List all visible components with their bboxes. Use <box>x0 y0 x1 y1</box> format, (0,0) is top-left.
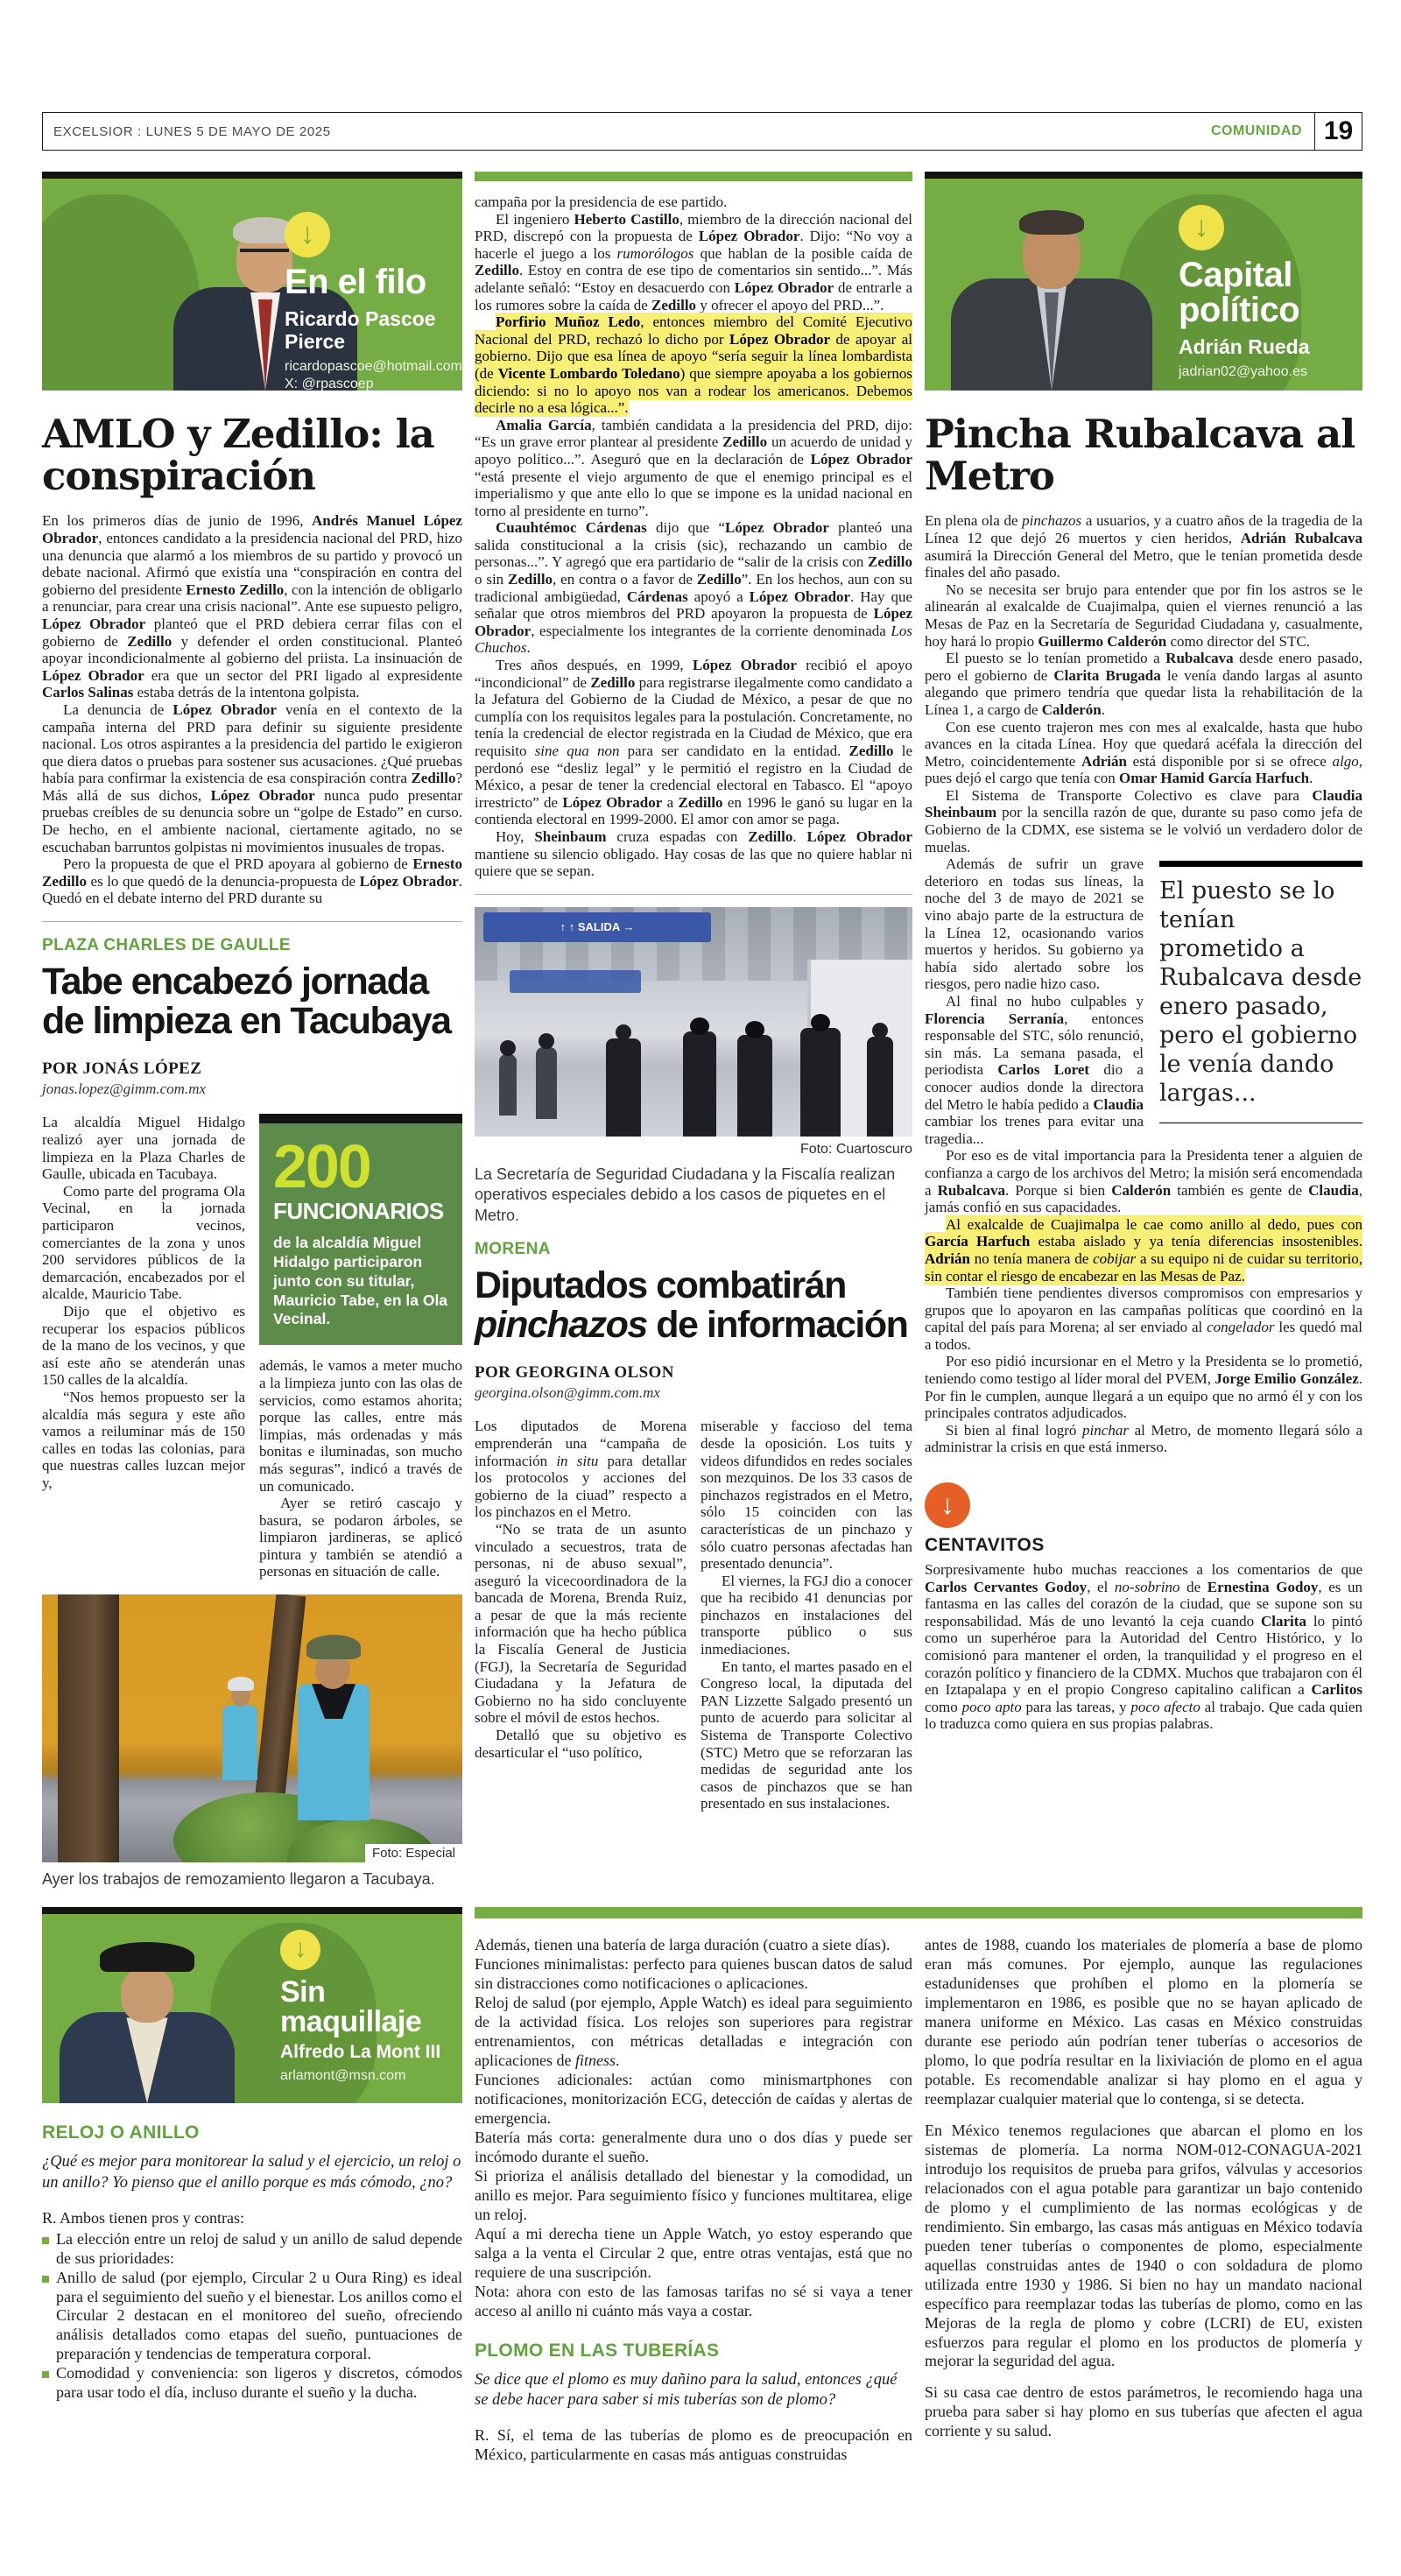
paragraph: En plena ola de pinchazos a usuarios, y a cuatro años de la tragedia de la Línea 12 que dejó 26 muertos y cien heridos, Adrián Rubalcava asumirá la Dirección General del Metro, que le tenían prometida desde finales del año pasado. <box>925 512 1362 581</box>
metro-sign-text: SALIDA <box>577 919 620 933</box>
section-header-plomo: PLOMO EN LAS TUBERÍAS <box>475 2340 720 2361</box>
paragraph: Batería más corta: generalmente dura uno o dos días y puede ser incómodo durante el sueño. <box>475 2128 912 2165</box>
columnist-name: Alfredo La Mont III <box>280 2042 441 2063</box>
top-bar <box>925 172 1362 179</box>
paragraph: miserable y faccioso del tema desde la oposición. Los tuits y videos difundidos en redes sociales son mezquinos. De los 33 casos de pinchazos registrados en el Metro, sólo 15 coinciden con las características de un pinchazo y sólo cuatro personas afectadas han presentado denuncia”. <box>700 1418 912 1573</box>
infobox-number: 200 <box>273 1132 370 1201</box>
bullet-item: Anillo de salud (por ejemplo, Circular 2 u Oura Ring) es ideal para el seguimiento del sueño y el bienestar. Los anillos como el Circular 2 destacan en el monitoreo del sueño, ofreciendo análisis detallados como etapas del sueño, puntuaciones de preparación y tendencias de temperatura corporal. <box>56 2268 462 2363</box>
paragraph: Pero la propuesta de que el PRD apoyara al gobierno de Ernesto Zedillo es lo que quedó de la denuncia-propuesta de López Obrador. Quedó en el debate interno del PRD durante su <box>42 855 462 907</box>
columnist-photo-area <box>42 1914 462 2103</box>
tabe-subcol-2 <box>259 1114 462 1580</box>
infobox-top-bar <box>259 1114 462 1123</box>
paragraph: campaña por la presidencia de ese partido. <box>475 194 728 210</box>
paragraph: La alcaldía Miguel Hidalgo realizó ayer una jornada de limpieza en la Plaza Charles de Gaulle, ubicada en Tacubaya. <box>42 1114 245 1183</box>
section-header-reloj: RELOJ O ANILLO <box>42 2122 200 2143</box>
columnist-photo-lamont <box>60 1937 235 2103</box>
headline-pincha: Pincha Rubalcava al Metro <box>925 411 1355 499</box>
section-label: COMUNIDAD <box>1210 123 1302 138</box>
paragraph: “Nos hemos propuesto ser la alcaldía más segura y este año vamos a reiluminar más de 150 calles en todas las colonias, para que nuestras calles luzcan mejor y, <box>42 1388 245 1491</box>
paragraph: Como parte del programa Ola Vecinal, en la jornada participaron vecinos, comerciantes de la zona y unos 200 servidores públicos de la demarcación, encabezados por el alcalde, Mauricio Tabe. <box>42 1182 245 1303</box>
paragraph: Además, tienen una batería de larga duración (cuatro a siete días). <box>475 1936 891 1954</box>
columnist-name: Adrián Rueda <box>1179 335 1310 358</box>
metro-caption: La Secretaría de Seguridad Ciudadana y la Fiscalía realizan operativos especiales debido a los casos de piquetes en el Metro. <box>475 1165 896 1224</box>
bottom-column-right <box>925 1936 1362 2466</box>
paragraph: El Sistema de Transporte Colectivo es clave para Claudia Sheinbaum por la sencilla razón de que, durante su paso como jefa de Gobierno de la CDMX, ese sistema se le volvió un verdadero dolor de muelas. <box>925 786 1362 855</box>
paragraph: Si bien al final logró pinchar al Metro, de momento llegará sólo a administrar la crisis en que está inmerso. <box>925 1421 1362 1456</box>
kicker-morena: MORENA <box>475 1239 551 1258</box>
metro-photo-credit: Foto: Cuartoscuro <box>799 1141 912 1157</box>
photo-shape <box>121 1967 173 2023</box>
infobox-text: de la alcaldía Miguel Hidalgo participaron junto con su titular, Mauricio Tabe, en la Ola Vecinal. <box>273 1233 448 1328</box>
paragraph: Sorpresivamente hubo muchas reacciones a los comentarios de que Carlos Cervantes Godoy, el no-sobrino de Ernestina Godoy, es un fantasma en las calles del corazón de la ciudad, que se supone son su responsabilidad. Más de uno levantó la ceja cuando Clarita lo pintó como un superhéroe para la Autoridad del Centro Histórico, y lo comisionó para mantener el orden, la tranquilidad y el progreso en el corazón político y financiero de la CDMX. Muchos que trabajaron con él en Iztapalapa y en el propio Congreso capitalino califican a Carlitos como poco apto para las tareas, y poco afecto al trabajo. Que cada quien lo traduzca como quiera en sus propias palabras. <box>925 1561 1363 1733</box>
columnist-email: arlamont@msn.com <box>280 2067 406 2083</box>
tacubaya-caption: Ayer los trabajos de remozamiento llegaron a Tacubaya. <box>42 1870 435 1889</box>
divider <box>42 921 462 922</box>
centavitos-title: CENTAVITOS <box>925 1535 1045 1556</box>
passenger-figure <box>606 1038 641 1137</box>
watch-ring-continuation <box>475 1936 912 2320</box>
paragraph: Aquí a mi derecha tiene un Apple Watch, yo estoy esperando que salga a la venta el Circular 2 que, entre otras ventajas, está que no requiere de una suscripción. <box>475 2224 912 2281</box>
columnist-name: Ricardo Pascoe Pierce <box>285 307 436 353</box>
police-figure <box>683 1031 716 1137</box>
diputados-subcol-2 <box>700 1418 912 1812</box>
pull-quote <box>1159 861 1362 1123</box>
police-figure <box>737 1035 772 1137</box>
masthead-dateline: EXCELSIOR : LUNES 5 DE MAYO DE 2025 <box>53 123 331 139</box>
reader-question: ¿Qué es mejor para monitorear la salud y el ejercicio, un reloj o un anillo? Yo pienso que el anillo porque es más cómodo, ¿no? <box>42 2153 461 2192</box>
columnist-photo-rueda <box>951 207 1152 391</box>
photo-shape <box>222 1705 257 1780</box>
column-title-line2: político <box>1179 291 1300 329</box>
paragraph: Porfirio Muñoz Ledo, entonces miembro del Comité Ejecutivo Nacional del PRD, rechazó lo dicho por López Obrador de apoyar al gobierno. Dijo que esa línea de apoyo “sería seguir la línea lombardista (de Vicente Lombardo Toledano) que siempre apoyaba a los gobiernos diciendo: si no lo apoyo nos van a rodear los americanos. Debemos decirle no a esa lógica...”. <box>475 313 913 417</box>
tabe-subcol-2-text <box>259 1357 462 1580</box>
pincha-article-body <box>925 512 1362 1456</box>
hat-shape <box>100 1942 194 1972</box>
columnist-box-en-el-filo <box>42 172 462 391</box>
passenger-figure <box>499 1054 517 1116</box>
bottom-column-middle <box>475 1936 912 2466</box>
columnist-email: jadrian02@yahoo.es <box>1179 363 1308 379</box>
tree-trunk-shape <box>58 1594 119 1862</box>
paragraph: Tres años después, en 1999, López Obrador recibió el apoyo “incondicional” de Zedillo para registrarse ilegalmente como candidato a la Jefatura del Gobierno de la Ciudad de México, a pesar de que no cumplía con los requisitos legales para la postulación. Concretamente, no tenía la credencial de elector registrada en la Ciudad de México, que era requisito sine qua non para ser candidato en la entidad. Zedillo le perdonó ese “desliz legal” y le permitió el registro en la Ciudad de México, a pesar de tener la credencial electoral en Tabasco. El “apoyo irrestricto” de López Obrador a Zedillo en 1996 le ganó su lugar en la contienda electoral en 1999-2000. El amor con amor se paga. <box>475 657 913 828</box>
column-title-line1: Capital <box>1179 256 1292 294</box>
down-arrow-icon: ↓ <box>280 1930 320 1970</box>
plomo-answer-continuation <box>925 1936 1362 2441</box>
paragraph: antes de 1988, cuando los materiales de plomería a base de plomo eran más comunes. Por ejemplo, aunque las regulaciones estadunidenses que prohíben el plomo en la plomería se implementaron en 1986, es posible que no se hayan aplicado de manera uniforme en México. Las casas en México construidas durante ese periodo aún podrían tener tuberías o accesorios de plomo, lo que podría resultar en la lixiviación de plomo en el agua potable. Es recomendable analizar si hay plomo en el agua y reemplazar cualquier material que lo contenga, si se detecta. <box>925 1936 1362 2108</box>
metro-sign-secondary <box>510 970 641 993</box>
tacubaya-photo <box>42 1594 462 1862</box>
photo-shape <box>1019 210 1084 235</box>
reader-question-plomo: Se dice que el plomo es muy dañino para la salud, entonces ¿qué se debe hacer para saber si mis tuberías son de plomo? <box>475 2370 898 2409</box>
column-right <box>925 172 1362 1890</box>
columnist-box-sin-maquillaje <box>42 1907 462 2103</box>
paragraph: Nota: ahora con esto de las famosas tarifas no sé si vaya a tener acceso al anillo ni cuánto más vaya a costar. <box>475 2282 912 2319</box>
columnist-photo-area <box>925 179 1362 391</box>
answer-intro: R. Ambos tienen pros y contras: <box>42 2208 244 2227</box>
answer-intro-wrap <box>42 2209 462 2228</box>
paragraph: El puesto se lo tenían prometido a Rubalcava desde enero pasado, pero el gobierno de Clarita Brugada le venía dando largas al asunto alegando que primero tendría que quedar lista la rehabilitación de la Línea 1, a cargo de Calderón. <box>925 650 1362 718</box>
column-left <box>42 172 462 1890</box>
paragraph: Al final no hubo culpables y Florencia Serranía, entonces responsable del STC, sólo renunció, sin más. La semana pasada, el periodista Carlos Loret dio a conocer audios donde la directora del Metro le había pedido a Claudia cambiar los trenes para evitar una tragedia... <box>925 993 1144 1147</box>
centavitos-section <box>925 1482 1362 1733</box>
column-title: En el filo <box>285 263 426 301</box>
paragraph: Funciones minimalistas: perfecto para quienes buscan datos de salud sin distracciones como notificaciones o aplicaciones. <box>475 1955 912 1993</box>
bullet-item: Comodidad y conveniencia: son ligeros y discretos, cómodos para usar todo el día, incluso durante el sueño y la ducha. <box>56 2364 462 2402</box>
photo-shape <box>306 1635 361 1659</box>
passenger-figure <box>867 1037 893 1137</box>
diputados-subcol-1 <box>475 1418 686 1812</box>
photo-shape <box>228 1677 254 1691</box>
paragraph: En México tenemos regulaciones que abarcan el plomo en los sistemas de plomería. La norma NOM-012-CONAGUA-2021 introdujo los requisitos de prueba para grifos, válvulas y accesorios relacionados con el agua potable para garantizar un bajo contenido de plomo y el cumplimiento de las normas ecológicas y de rendimiento. Sin embargo, las casas más antiguas en México todavía pueden tener tuberías o componentes de plomo, especialmente aquellas construidas antes de 1940 o con soldadura de plomo utilizada entre 1930 y 1986. Si bien no hay un mandato nacional específico para reemplazar todas las tuberías de plomo, como en las Mejoras de la regla de plomo y cobre (LCRI) de EU, existen esfuerzos para regular el plomo en los productos de plomería y mejorar la seguridad del agua. <box>925 2122 1362 2370</box>
pincha-paragraphs-top <box>925 512 1362 855</box>
column-title-line1: Sin <box>280 1975 326 2009</box>
worker-figure <box>285 1628 382 1820</box>
paragraph: Dijo que el objetivo es recuperar los espacios públicos de la mano de los vecinos, y que así este año se atenderán unas 150 calles de la alcaldía. <box>42 1303 245 1389</box>
down-arrow-icon-orange: ↓ <box>925 1482 970 1528</box>
paragraph: En tanto, el martes pasado en el Congreso local, la diputada del PAN Lizzette Salgado presentó un punto de acuerdo para solicitar al Sistema de Transporte Colectivo (STC) Metro que se reforzaran las medidas de seguridad ante los casos de pinchazos que se han presentado en sus instalaciones. <box>700 1658 912 1812</box>
paragraph: Además de sufrir un grave deterioro en todas sus líneas, la noche del 3 de mayo de 2021 se vino abajo parte de la estructura de la Línea 12, ocasionando varios muertos y heridos. Su gobierno ya había sido alertado sobre los riesgos, pero nadie hizo caso. <box>925 855 1144 993</box>
photo-credit-overlay: Foto: Especial <box>365 1844 462 1862</box>
paragraph: Ayer se retiró cascajo y basura, se podaron árboles, se limpiaron jardineras, se aplicó pintura y también se atendió a personas en situación de calle. <box>259 1495 462 1580</box>
top-bar <box>42 1907 462 1914</box>
metro-sign: ↑ ↑ SALIDA → <box>483 912 711 942</box>
centavitos-paragraph <box>925 1561 1362 1733</box>
column-middle <box>475 172 912 1890</box>
bullet-item: La elección entre un reloj de salud y un anillo de salud depende de sus prioridades: <box>56 2229 462 2267</box>
column-title-line2: maquillaje <box>280 2005 422 2039</box>
paragraph: También tiene pendientes diversos compromisos con empresarios y grupos que lo apoyaron en las campañas políticas que coordinó en la capital del país para Morena; al ser enviado al congelador les quedó mal a todos. <box>925 1284 1362 1353</box>
columnist-handle: X: @rpascoep <box>285 376 374 391</box>
infobox-label: FUNCIONARIOS <box>273 1197 444 1224</box>
worker-figure <box>214 1675 266 1780</box>
kicker-plaza: PLAZA CHARLES DE GAULLE <box>42 936 291 955</box>
paragraph: No se necesita ser brujo para entender que por fin los astros se le alinearán al exalcalde de Cuajimalpa, quien el viernes renunció a las Mesas de Paz en la Secretaría de Seguridad Ciudadana y, casualmente, hoy hará lo propio Guillermo Calderón como director del STC. <box>925 581 1362 650</box>
columnist-email: ricardopascoe@hotmail.com <box>285 358 462 374</box>
pull-quote-text: El puesto se lo tenían prometido a Rubalcava desde enero pasado, pero el gobierno le venía dando largas... <box>1159 877 1362 1107</box>
amlo-article-col1 <box>42 512 462 907</box>
down-arrow-icon: ↓ <box>285 212 330 257</box>
tabe-subcol-1 <box>42 1114 245 1580</box>
bottom-column-left <box>42 1907 462 2466</box>
byline-tabe: POR JONÁS LÓPEZ <box>42 1059 202 1079</box>
columnist-info <box>280 1930 447 2084</box>
glasses-shape <box>240 249 289 257</box>
paragraph: Hoy, Sheinbaum cruza espadas con Zedillo. López Obrador mantiene su silencio obligado. Hay cosas de las que no quiere hablar ni quiere que se sepan. <box>475 827 913 880</box>
paragraph: Reloj de salud (por ejemplo, Apple Watch) es ideal para seguimiento de la actividad física. Los relojes son superiores para registrar entrenamientos, con métricas detalladas e integración con aplicaciones de fitness. <box>475 1994 912 2070</box>
paragraph: Al exalcalde de Cuajimalpa le cae como anillo al dedo, pues con García Harfuch estaba aislado y ya tenía diferencias insostenibles. Adrián no tenía manera de cobijar a su equipo ni de cuidar su territorio, sin contar el riesgo de encabezar en las Mesas de Paz. <box>925 1215 1362 1284</box>
paragraph: Por eso pidió incursionar en el Metro y la Presidenta se lo prometió, teniendo como testigo al líder moral del PVEM, Jorge Emilio González. Por fin le cumplen, aunque llegará a un equipo que no armó él y con los principales contratos adjudicados. <box>925 1353 1362 1422</box>
byline-diputados: POR GEORGINA OLSON <box>475 1363 674 1383</box>
amlo-article-col2 <box>475 194 912 880</box>
page-number: 19 <box>1314 113 1362 150</box>
columnist-photo-area <box>42 179 462 391</box>
columnist-info <box>1179 205 1345 380</box>
paragraph: Amalia García, también candidata a la presidencia del PRD, dijo: “Es un grave error plantear al presidente Zedillo un acuerdo de unidad y apoyo político...”. Aseguró que en la declaración de López Obrador “está presente el viejo argumento de que el enemigo principal es el imperialismo y que ante ello lo que se impone es la unidad nacional en torno al presidente en turno”. <box>475 416 912 519</box>
tabe-body <box>42 1114 462 1580</box>
headline-tabe: Tabe encabezó jornada de limpieza en Tacubaya <box>42 961 451 1042</box>
headline-diputados: Diputados combatirán pinchazos de información <box>475 1263 908 1346</box>
paragraph: En los primeros días de junio de 1996, Andrés Manuel López Obrador, entonces candidato a la presidencia nacional del PRD, hizo una denuncia que alarmó a los miembros de su partido y provocó un debate nacional. Afirmó que existía una “conspiración en contra del gobierno del presidente Ernesto Zedillo, con la intención de obligarlo a renunciar, para crear una crisis nacional”. Ante ese supuesto peligro, López Obrador planteó que el PRD debiera cerrar filas con el gobierno de Zedillo y defender el orden constitucional. Planteó apoyar incondicionalmente al gobierno del priista. La insinuación de López Obrador era que un sector del PRI ligado al expresidente Carlos Salinas estaba detrás de la intentona golpista. <box>42 512 463 701</box>
paragraph: Si prioriza el análisis detallado del bienestar y la comodidad, un anillo es mejor. Para seguimiento físico y funciones multitarea, elige un reloj. <box>475 2166 912 2223</box>
plomo-answer-start-wrap <box>475 2426 912 2465</box>
plomo-answer-start: R. Sí, el tema de las tuberías de plomo es de preocupación en México, particularmente en casas más antiguas construidas <box>475 2425 912 2463</box>
bottom-green-divider <box>475 1907 1362 1918</box>
paragraph: El ingeniero Heberto Castillo, miembro de la dirección nacional del PRD, discrepó con la propuesta de López Obrador. Dijo: “No voy a hacerle el juego a los rumorólogos que hablan de la posible caída de Zedillo. Estoy en contra de ese tipo de comentarios sin sentido...”. Más adelante señaló: “Estoy en desacuerdo con López Obrador de entrarle a los rumores sobre la caída de Zedillo y ofrecer el apoyo del PRD...”. <box>475 210 913 313</box>
paragraph: Los diputados de Morena emprenderán una “campaña de información in situ para detallar los protocolos y acciones del gobierno de la ciuad” respecto a los pinchazos en el Metro. <box>475 1418 686 1521</box>
paragraph: El viernes, la FGJ dio a conocer que ha recibido 41 denuncias por pinchazos en instalaciones del transporte público o sus inmediaciones. <box>700 1572 912 1658</box>
answer-bullets <box>56 2230 462 2404</box>
police-figure <box>800 1028 841 1137</box>
bottom-section <box>42 1907 1362 2466</box>
green-top-bar <box>475 172 912 181</box>
headline-amlo: AMLO y Zedillo: la conspiración <box>42 411 434 499</box>
paragraph: Cuauhtémoc Cárdenas dijo que “López Obrador planteó una salida constitucional a la crisis (sic), rechazando un cambio de personas...”. Y agregó que era partidario de “salir de la crisis con Zedillo o sin Zedillo, en contra o a favor de Zedillo”. En los hechos, aun con su tradicional ambigüedad, Cárdenas apoyó a López Obrador. Hay que señalar que otros miembros del PRD apoyaron la propuesta de López Obrador, especialmente los integrantes de la corriente denominada Los Chuchos. <box>475 519 913 657</box>
infobox-200 <box>259 1114 462 1345</box>
paragraph: Si su casa cae dentro de estos parámetros, le recomiendo haga una prueba para saber si hay plomo en sus tuberías que afecten el agua corriente y su salud. <box>925 2383 1362 2440</box>
paragraph: “No se trata de un asunto vinculado a secuestros, trata de personas, ni de abuso sexual”, aseguró la vicecoordinadora de la bancada de Morena, Brenda Ruiz, a pesar de que la más reciente información que ha hecho pública la Fiscalía General de Justicia (FGJ), la Secretaría de Seguridad Ciudadana y la Jefatura de Gobierno no ha sido concluyente sobre el móvil de estos hechos. <box>475 1520 686 1727</box>
columnist-info <box>285 212 462 391</box>
byline-email-tabe: jonas.lopez@gimm.com.mx <box>42 1080 207 1098</box>
metro-photo <box>475 907 912 1137</box>
columnist-box-capital-politico <box>925 172 1362 391</box>
down-arrow-icon: ↓ <box>1179 205 1224 250</box>
divider <box>475 894 912 895</box>
paragraph: Detalló que su objetivo es desarticular el “uso político, <box>475 1727 686 1761</box>
diputados-body <box>475 1418 912 1812</box>
infobox-body <box>259 1123 462 1345</box>
top-bar <box>42 172 462 179</box>
byline-email-diputados: georgina.olson@gimm.com.mx <box>475 1384 660 1402</box>
page-header <box>42 112 1362 151</box>
paragraph: además, le vamos a meter mucho a la limpieza junto con las olas de servicios, como estamos ahorita; porque las calles, entre más limpias, más ordenadas y más bonitas e iluminadas, son mucho más seguras”, indicó a través de un comunicado. <box>259 1357 462 1495</box>
passenger-figure <box>536 1047 557 1119</box>
paragraph: La denuncia de López Obrador venía en el contexto de la campaña interna del PRD para definir su siguiente presidente nacional. Los otros aspirantes a la presidencia del partido le exigieron que diera datos o pruebas para sostener sus acusaciones. ¿Qué pruebas había para confirmar la existencia de esa conspiración contra Zedillo? Más allá de sus dichos, López Obrador nunca pudo presentar pruebas creíbles de su denuncia sobre un “golpe de Estado” en curso. De hecho, en el ambiente nacional, ciertamente agitado, no se escuchaban barruntos golpistas ni movimientos inusuales de tropas. <box>42 700 463 855</box>
paragraph: Funciones adicionales: actúan como minismartphones con notificaciones, monitorización ECG, detección de caídas y alertas de emergencia. <box>475 2071 912 2128</box>
paragraph: Con ese cuento trajeron mes con mes al exalcalde, hasta que hubo avances en la citada Línea. Hoy que quedará acéfala la dirección del Metro, coincidentemente Adrián está disponible por si se ofrece algo, pues dejó el cargo que tenía con Omar Hamid García Harfuch. <box>925 718 1362 787</box>
paragraph: Por eso es de vital importancia para la Presidenta tener a alguien de confianza a cargo de los archivos del Metro; la misión será encomendada a Rubalcava. Porque si bien Calderón también es gente de Claudia, jamás confió en sus capacidades. <box>925 1147 1362 1216</box>
